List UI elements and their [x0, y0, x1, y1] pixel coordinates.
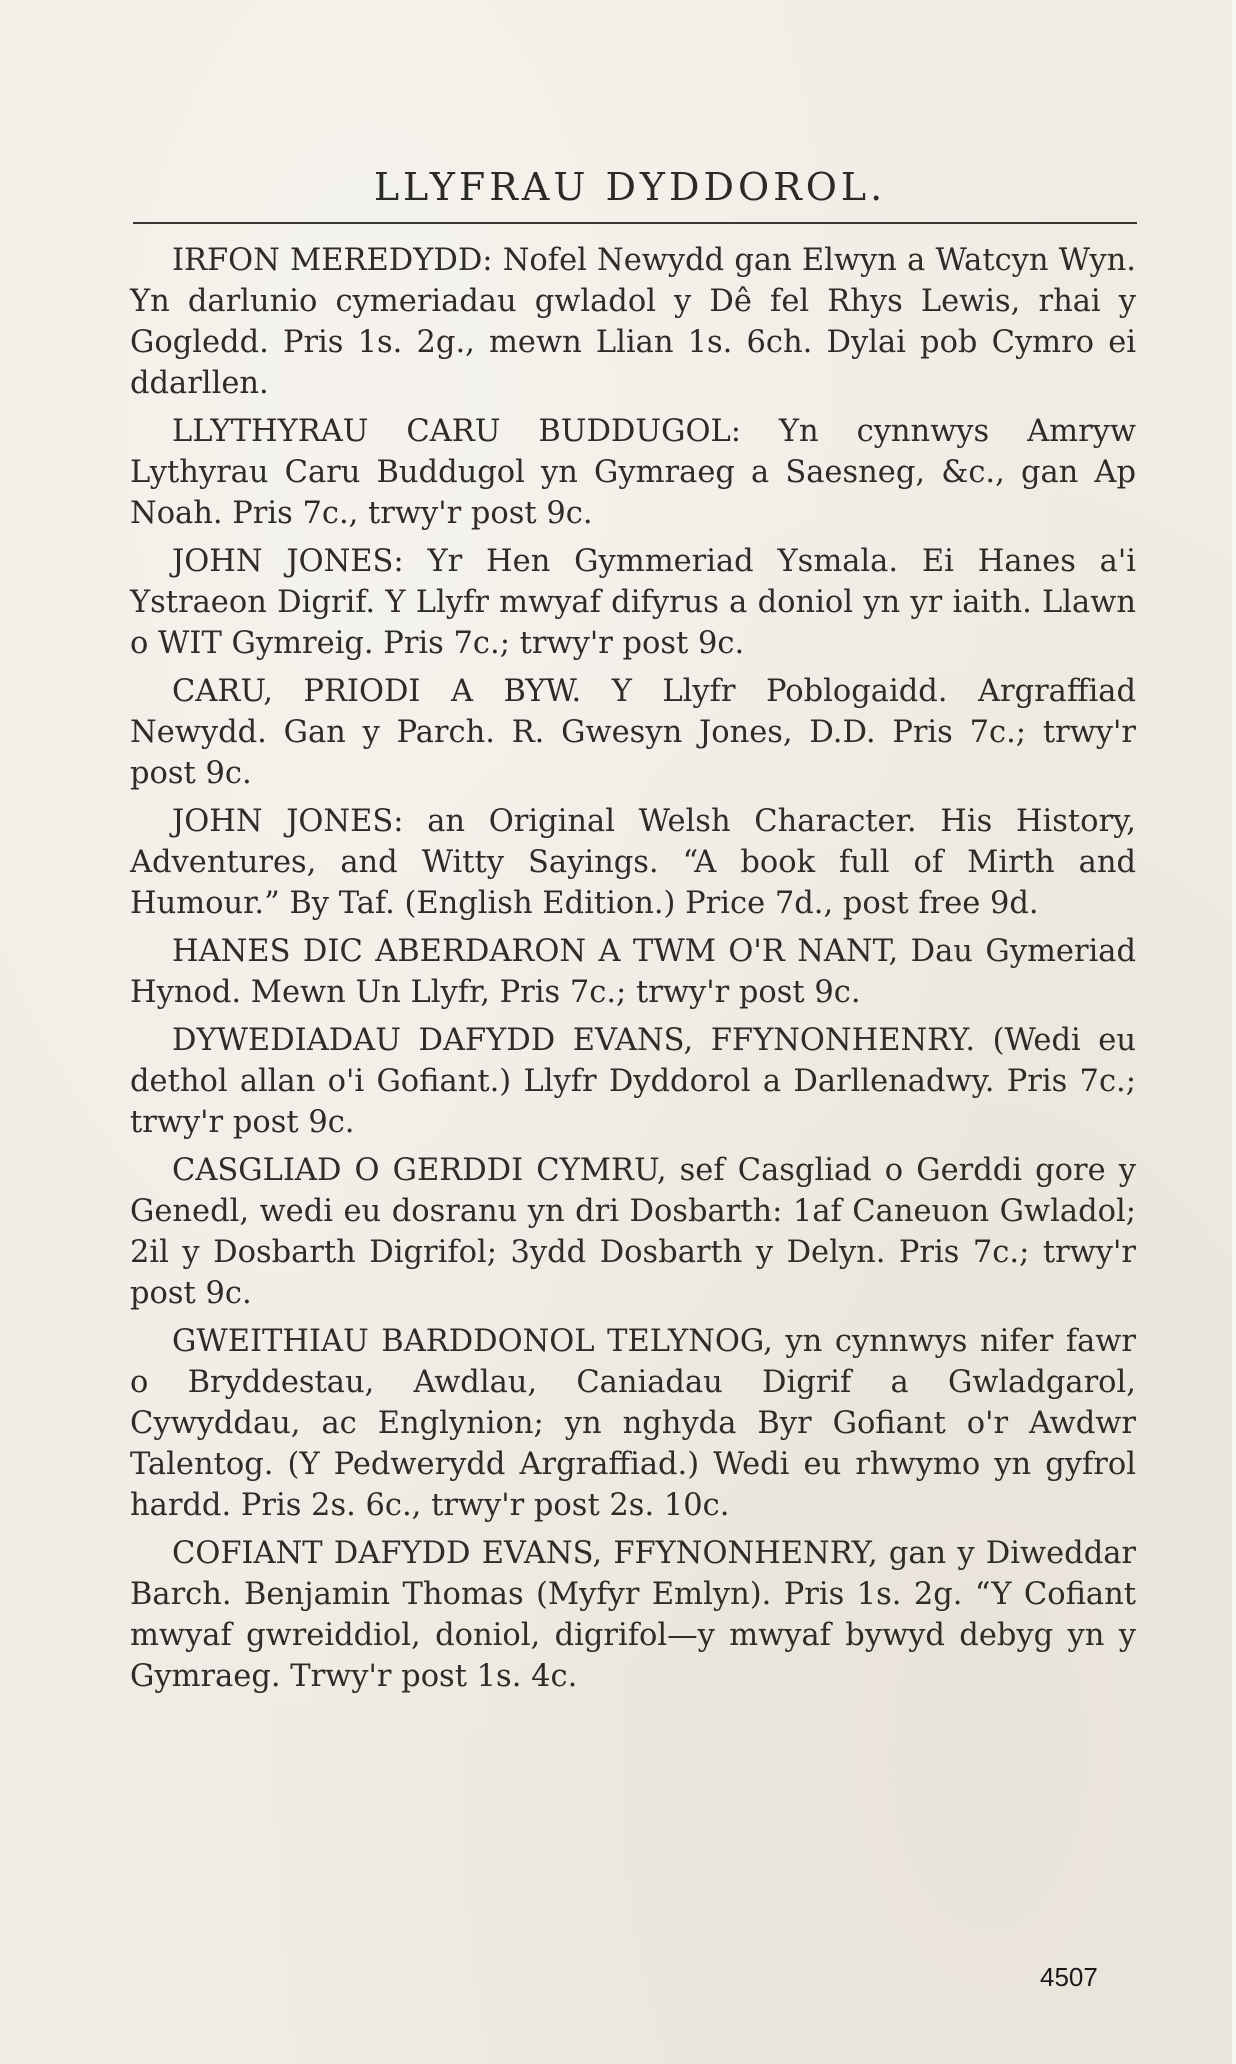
entry-dywediadau: DYWEDIADAU DAFYDD EVANS, FFYNONHENRY. (Wedi eu dethol allan o'i Gofiant.) Llyfr Dyddorol a Darllenadwy. Pris 7c.; trwy'r post 9c. — [130, 1023, 1136, 1140]
page-heading: LLYFRAU DYDDOROL. — [373, 165, 887, 209]
heading-rule — [133, 222, 1137, 224]
page-number: 4507 — [1040, 1962, 1098, 1992]
entry-casgliad: CASGLIAD O GERDDI CYMRU, sef Casgliad o Gerddi gore y Genedl, wedi eu dosranu yn dri Dosbarth: 1af Caneuon Gwladol; 2il y Dosbarth Digrifol; 3ydd Dosbarth y Delyn. Pris 7c.; trwy'r post 9c. — [130, 1153, 1136, 1311]
entry-john-jones-welsh: JOHN JONES: Yr Hen Gymmeriad Ysmala. Ei Hanes a'i Ystraeon Digrif. Y Llyfr mwyaf difyrus a doniol yn yr iaith. Llawn o WIT Gymreig. Pris 7c.; trwy'r post 9c. — [130, 544, 1136, 661]
entry-irfon-meredydd: IRFON MEREDYDD: Nofel Newydd gan Elwyn a Watcyn Wyn. Yn darlunio cymeriadau gwladol y Dê fel Rhys Lewis, rhai y Gogledd. Pris 1s. 2g., mewn Llian 1s. 6ch. Dylai pob Cymro ei ddarllen. — [130, 243, 1136, 401]
advertisement-list — [130, 240, 1136, 1704]
entry-caru-priodi: CARU, PRIODI A BYW. Y Llyfr Poblogaidd. Argraffiad Newydd. Gan y Parch. R. Gwesyn Jones, D.D. Pris 7c.; trwy'r post 9c. — [130, 674, 1136, 791]
entry-llythyrau-caru: LLYTHYRAU CARU BUDDUGOL: Yn cynnwys Amryw Lythyrau Caru Buddugol yn Gymraeg a Saesneg, &c., gan Ap Noah. Pris 7c., trwy'r post 9c. — [130, 414, 1136, 531]
entry-cofiant-dafydd: COFIANT DAFYDD EVANS, FFYNONHENRY, gan y Diweddar Barch. Benjamin Thomas (Myfyr Emlyn). Pris 1s. 2g. “Y Cofiant mwyaf gwreiddiol, doniol, digrifol—y mwyaf bywyd debyg yn y Gymraeg. Trwy'r post 1s. 4c. — [130, 1536, 1136, 1694]
page-edge — [1232, 0, 1236, 2064]
entry-hanes-dic: HANES DIC ABERDARON A TWM O'R NANT, Dau Gymeriad Hynod. Mewn Un Llyfr, Pris 7c.; trwy'r post 9c. — [130, 934, 1136, 1010]
entry-gweithiau-telynog: GWEITHIAU BARDDONOL TELYNOG, yn cynnwys nifer fawr o Bryddestau, Awdlau, Caniadau Digrif a Gwladgarol, Cywyddau, ac Englynion; yn nghyda Byr Gofiant o'r Awdwr Talentog. (Y Pedwerydd Argraffiad.) Wedi eu rhwymo yn gyfrol hardd. Pris 2s. 6c., trwy'r post 2s. 10c. — [130, 1324, 1136, 1523]
entry-john-jones-english: JOHN JONES: an Original Welsh Character. His History, Adventures, and Witty Sayings. “A book full of Mirth and Humour.” By Taf. (English Edition.) Price 7d., post free 9d. — [130, 804, 1136, 921]
